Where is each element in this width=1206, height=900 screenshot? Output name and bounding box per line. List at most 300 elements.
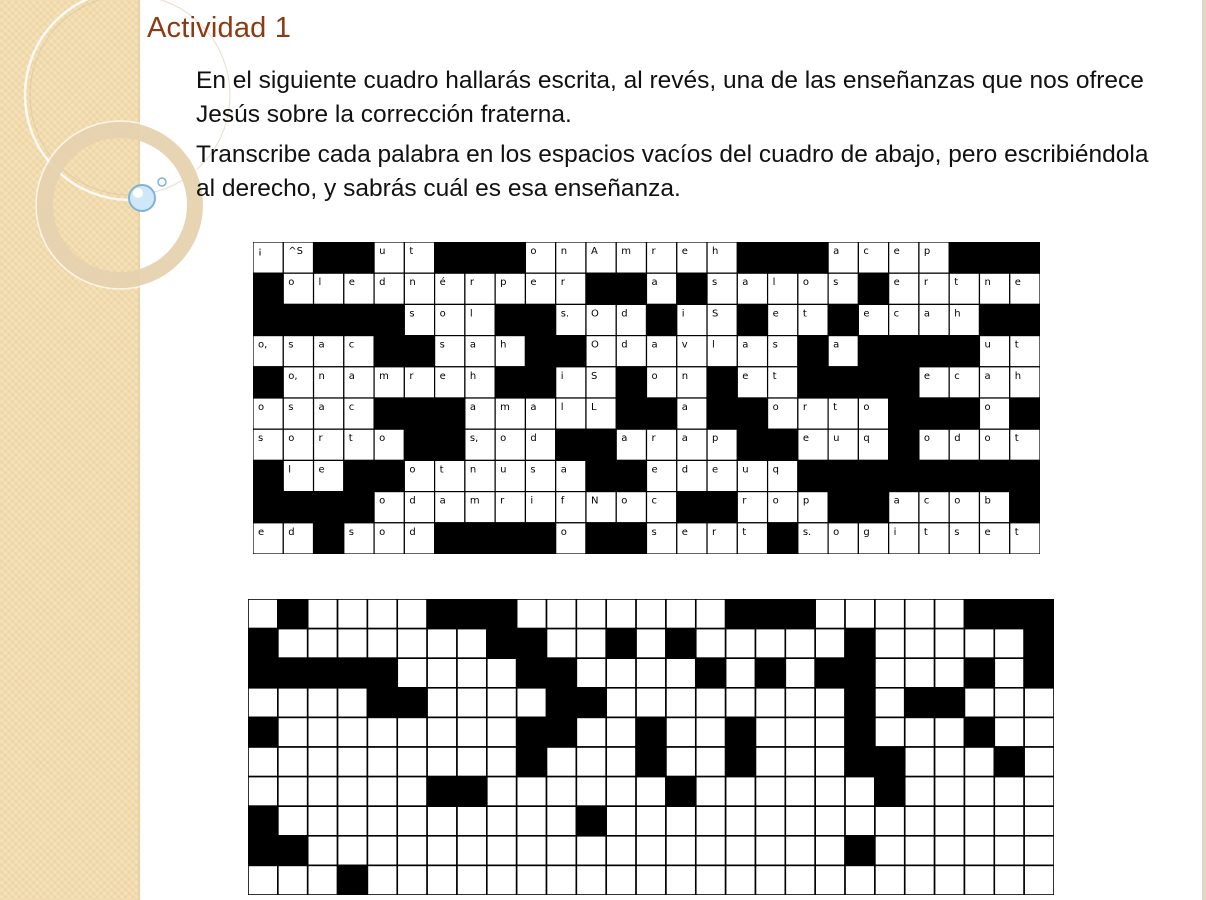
answer-blank-cell[interactable]	[935, 599, 965, 629]
answer-blank-cell[interactable]	[1024, 688, 1054, 718]
answer-blank-cell[interactable]	[755, 688, 785, 718]
answer-blank-cell[interactable]	[338, 717, 368, 747]
answer-blank-cell[interactable]	[935, 717, 965, 747]
answer-blank-cell[interactable]	[905, 836, 935, 866]
answer-blank-cell[interactable]	[905, 806, 935, 836]
puzzle-letter: a	[318, 339, 325, 351]
answer-blank-cell[interactable]	[397, 747, 427, 777]
answer-blank-cell[interactable]	[875, 658, 905, 688]
answer-blank-cell[interactable]	[845, 777, 875, 807]
answer-blank-cell[interactable]	[666, 717, 696, 747]
puzzle-letter: d	[288, 526, 295, 538]
answer-blank-cell[interactable]	[547, 836, 577, 866]
answer-blank-cell[interactable]	[666, 836, 696, 866]
answer-blank-cell[interactable]	[367, 777, 397, 807]
answer-blank-cell[interactable]	[636, 658, 666, 688]
answer-blank-cell[interactable]	[964, 747, 994, 777]
answer-blank-cell[interactable]	[905, 865, 935, 895]
answer-grid	[248, 599, 1054, 895]
answer-blank-cell[interactable]	[457, 688, 487, 718]
puzzle-letter: o	[409, 464, 416, 476]
answer-blank-cell[interactable]	[696, 599, 726, 629]
answer-blank-cell[interactable]	[517, 688, 547, 718]
answer-black-cell	[606, 629, 636, 659]
puzzle-black-cell	[616, 460, 646, 491]
puzzle-letter: u	[500, 464, 507, 476]
puzzle-letter: t	[1014, 339, 1019, 351]
answer-blank-cell[interactable]	[367, 747, 397, 777]
answer-blank-cell[interactable]	[1024, 717, 1054, 747]
answer-blank-cell[interactable]	[755, 865, 785, 895]
answer-black-cell	[487, 629, 517, 659]
puzzle-letter: a	[742, 277, 749, 289]
answer-blank-cell[interactable]	[278, 629, 308, 659]
puzzle-letter: v	[681, 339, 688, 351]
puzzle-black-cell	[495, 523, 525, 554]
answer-blank-cell[interactable]	[875, 717, 905, 747]
answer-blank-cell[interactable]	[606, 777, 636, 807]
answer-blank-cell[interactable]	[278, 777, 308, 807]
answer-blank-cell[interactable]	[308, 865, 338, 895]
answer-blank-cell[interactable]	[964, 865, 994, 895]
answer-blank-cell[interactable]	[994, 629, 1024, 659]
answer-blank-cell[interactable]	[457, 629, 487, 659]
answer-blank-cell[interactable]	[726, 865, 756, 895]
answer-blank-cell[interactable]	[427, 717, 457, 747]
puzzle-letter: u	[379, 246, 386, 257]
answer-black-cell	[696, 658, 726, 688]
answer-blank-cell[interactable]	[636, 688, 666, 718]
puzzle-letter: o	[288, 277, 295, 289]
puzzle-letter: t	[348, 433, 353, 445]
answer-blank-cell[interactable]	[487, 658, 517, 688]
answer-blank-cell[interactable]	[785, 777, 815, 807]
answer-blank-cell[interactable]	[815, 836, 845, 866]
answer-blank-cell[interactable]	[785, 865, 815, 895]
answer-blank-cell[interactable]	[994, 717, 1024, 747]
answer-blank-cell[interactable]	[905, 717, 935, 747]
answer-blank-cell[interactable]	[666, 658, 696, 688]
answer-blank-cell[interactable]	[696, 717, 726, 747]
answer-blank-cell[interactable]	[1024, 777, 1054, 807]
answer-blank-cell[interactable]	[815, 717, 845, 747]
puzzle-black-cell	[374, 304, 404, 335]
puzzle-black-cell	[525, 304, 555, 335]
answer-blank-cell[interactable]	[696, 836, 726, 866]
answer-blank-cell[interactable]	[576, 658, 606, 688]
puzzle-black-cell	[1010, 460, 1040, 491]
puzzle-letter: u	[984, 339, 991, 351]
answer-blank-cell[interactable]	[338, 688, 368, 718]
answer-blank-cell[interactable]	[666, 688, 696, 718]
answer-blank-cell[interactable]	[666, 599, 696, 629]
answer-blank-cell[interactable]	[935, 629, 965, 659]
answer-blank-cell[interactable]	[487, 836, 517, 866]
answer-blank-cell[interactable]	[487, 688, 517, 718]
answer-blank-cell[interactable]	[576, 836, 606, 866]
slide-title: Actividad 1	[147, 12, 292, 44]
answer-blank-cell[interactable]	[636, 777, 666, 807]
answer-blank-cell[interactable]	[397, 806, 427, 836]
puzzle-black-cell	[1010, 398, 1040, 429]
answer-blank-cell[interactable]	[606, 747, 636, 777]
answer-blank-cell[interactable]	[278, 865, 308, 895]
answer-blank-cell[interactable]	[726, 806, 756, 836]
answer-blank-cell[interactable]	[935, 865, 965, 895]
answer-blank-cell[interactable]	[457, 806, 487, 836]
answer-blank-cell[interactable]	[1024, 747, 1054, 777]
answer-blank-cell[interactable]	[397, 865, 427, 895]
answer-blank-cell[interactable]	[308, 806, 338, 836]
puzzle-black-cell	[556, 429, 586, 460]
answer-blank-cell[interactable]	[875, 688, 905, 718]
puzzle-letter: r	[318, 433, 323, 445]
answer-blank-cell[interactable]	[487, 806, 517, 836]
puzzle-letter: o	[954, 495, 961, 507]
puzzle-letter: O	[590, 308, 599, 320]
answer-blank-cell[interactable]	[308, 777, 338, 807]
answer-blank-cell[interactable]	[308, 747, 338, 777]
answer-black-cell	[308, 658, 338, 688]
answer-black-cell	[845, 836, 875, 866]
answer-blank-cell[interactable]	[815, 688, 845, 718]
answer-blank-cell[interactable]	[308, 836, 338, 866]
answer-blank-cell[interactable]	[278, 747, 308, 777]
answer-blank-cell[interactable]	[755, 777, 785, 807]
answer-blank-cell[interactable]	[278, 717, 308, 747]
answer-black-cell	[248, 629, 278, 659]
answer-blank-cell[interactable]	[1024, 836, 1054, 866]
puzzle-letter: n	[469, 464, 477, 476]
puzzle-black-cell	[616, 273, 646, 304]
answer-blank-cell[interactable]	[755, 806, 785, 836]
puzzle-letter: s.	[560, 308, 570, 320]
answer-blank-cell[interactable]	[248, 777, 278, 807]
puzzle-black-cell	[495, 304, 525, 335]
puzzle-letter: m	[379, 370, 389, 382]
answer-blank-cell[interactable]	[606, 865, 636, 895]
answer-blank-cell[interactable]	[338, 777, 368, 807]
puzzle-letter: n	[984, 277, 991, 289]
puzzle-black-cell	[919, 460, 949, 491]
answer-blank-cell[interactable]	[278, 806, 308, 836]
answer-blank-cell[interactable]	[367, 629, 397, 659]
puzzle-black-cell	[495, 242, 525, 273]
answer-blank-cell[interactable]	[248, 747, 278, 777]
answer-blank-cell[interactable]	[576, 747, 606, 777]
answer-blank-cell[interactable]	[815, 806, 845, 836]
answer-blank-cell[interactable]	[397, 777, 427, 807]
answer-blank-cell[interactable]	[278, 688, 308, 718]
answer-blank-cell[interactable]	[935, 777, 965, 807]
answer-blank-cell[interactable]	[487, 865, 517, 895]
answer-blank-cell[interactable]	[338, 806, 368, 836]
answer-blank-cell[interactable]	[636, 865, 666, 895]
answer-blank-cell[interactable]	[785, 688, 815, 718]
answer-blank-cell[interactable]	[755, 836, 785, 866]
puzzle-black-cell	[979, 304, 1009, 335]
answer-blank-cell[interactable]	[576, 865, 606, 895]
answer-blank-cell[interactable]	[875, 629, 905, 659]
puzzle-letter: a	[651, 277, 658, 289]
answer-blank-cell[interactable]	[427, 865, 457, 895]
answer-blank-cell[interactable]	[905, 599, 935, 629]
answer-blank-cell[interactable]	[606, 836, 636, 866]
answer-black-cell	[547, 658, 577, 688]
answer-blank-cell[interactable]	[427, 806, 457, 836]
answer-blank-cell[interactable]	[517, 777, 547, 807]
answer-blank-cell[interactable]	[905, 777, 935, 807]
answer-blank-cell[interactable]	[905, 658, 935, 688]
answer-blank-cell[interactable]	[427, 658, 457, 688]
answer-blank-cell[interactable]	[308, 717, 338, 747]
answer-blank-cell[interactable]	[785, 658, 815, 688]
answer-blank-cell[interactable]	[397, 836, 427, 866]
answer-blank-cell[interactable]	[367, 599, 397, 629]
sidebar-decoration	[0, 0, 140, 900]
answer-blank-cell[interactable]	[487, 777, 517, 807]
answer-blank-cell[interactable]	[845, 599, 875, 629]
answer-blank-cell[interactable]	[248, 865, 278, 895]
puzzle-black-cell	[677, 273, 707, 304]
answer-blank-cell[interactable]	[576, 777, 606, 807]
answer-blank-cell[interactable]	[457, 865, 487, 895]
answer-blank-cell[interactable]	[427, 836, 457, 866]
answer-blank-cell[interactable]	[785, 717, 815, 747]
answer-blank-cell[interactable]	[815, 629, 845, 659]
puzzle-black-cell	[525, 367, 555, 398]
answer-blank-cell[interactable]	[397, 629, 427, 659]
puzzle-letter: t	[772, 370, 777, 382]
answer-blank-cell[interactable]	[517, 836, 547, 866]
answer-blank-cell[interactable]	[547, 806, 577, 836]
answer-blank-cell[interactable]	[1024, 806, 1054, 836]
answer-blank-cell[interactable]	[755, 717, 785, 747]
answer-blank-cell[interactable]	[964, 777, 994, 807]
puzzle-letter: s	[651, 526, 657, 538]
answer-blank-cell[interactable]	[875, 865, 905, 895]
puzzle-letter: r	[469, 277, 475, 289]
puzzle-letter: e	[802, 433, 810, 445]
answer-black-cell	[547, 688, 577, 718]
answer-blank-cell[interactable]	[726, 688, 756, 718]
answer-blank-cell[interactable]	[487, 717, 517, 747]
answer-blank-cell[interactable]	[785, 806, 815, 836]
answer-blank-cell[interactable]	[845, 806, 875, 836]
instruction-paragraph: En el siguiente cuadro hallarás escrita, al revés, una de las enseñanzas que nos ofrece Jesús sobre la corrección fraterna.	[196, 67, 1144, 128]
puzzle-black-cell	[768, 523, 798, 554]
puzzle-letter: t	[1014, 526, 1019, 538]
answer-blank-cell[interactable]	[726, 658, 756, 688]
answer-blank-cell[interactable]	[576, 717, 606, 747]
puzzle-black-cell	[374, 460, 404, 491]
answer-blank-cell[interactable]	[308, 688, 338, 718]
answer-blank-cell[interactable]	[397, 599, 427, 629]
puzzle-letter: r	[560, 277, 565, 289]
answer-black-cell	[278, 599, 308, 629]
answer-blank-cell[interactable]	[606, 599, 636, 629]
puzzle-letter: o	[984, 402, 991, 413]
puzzle-letter: u	[833, 433, 840, 445]
answer-blank-cell[interactable]	[666, 865, 696, 895]
answer-blank-cell[interactable]	[427, 747, 457, 777]
answer-blank-cell[interactable]	[994, 836, 1024, 866]
answer-blank-cell[interactable]	[606, 658, 636, 688]
puzzle-black-cell	[586, 460, 616, 491]
answer-blank-cell[interactable]	[457, 747, 487, 777]
answer-blank-cell[interactable]	[517, 865, 547, 895]
answer-blank-cell[interactable]	[338, 629, 368, 659]
answer-blank-cell[interactable]	[815, 747, 845, 777]
answer-blank-cell[interactable]	[636, 836, 666, 866]
answer-blank-cell[interactable]	[785, 629, 815, 659]
answer-blank-cell[interactable]	[547, 865, 577, 895]
answer-blank-cell[interactable]	[636, 629, 666, 659]
answer-blank-cell[interactable]	[606, 688, 636, 718]
puzzle-letter: l	[772, 277, 776, 289]
answer-blank-cell[interactable]	[785, 747, 815, 777]
answer-blank-cell[interactable]	[726, 777, 756, 807]
answer-blank-cell[interactable]	[636, 806, 666, 836]
answer-blank-cell[interactable]	[606, 717, 636, 747]
answer-blank-cell[interactable]	[1024, 865, 1054, 895]
puzzle-black-cell	[737, 304, 767, 335]
answer-black-cell	[457, 777, 487, 807]
puzzle-black-cell	[253, 492, 283, 523]
puzzle-black-cell	[374, 398, 404, 429]
answer-blank-cell[interactable]	[427, 629, 457, 659]
answer-blank-cell[interactable]	[427, 688, 457, 718]
puzzle-black-cell	[919, 398, 949, 429]
answer-blank-cell[interactable]	[636, 599, 666, 629]
puzzle-black-cell	[465, 242, 495, 273]
answer-blank-cell[interactable]	[994, 777, 1024, 807]
puzzle-black-cell	[525, 523, 555, 554]
answer-blank-cell[interactable]	[935, 806, 965, 836]
answer-blank-cell[interactable]	[338, 599, 368, 629]
answer-blank-cell[interactable]	[994, 806, 1024, 836]
answer-blank-cell[interactable]	[547, 629, 577, 659]
answer-blank-cell[interactable]	[576, 629, 606, 659]
answer-blank-cell[interactable]	[994, 658, 1024, 688]
puzzle-black-cell	[737, 429, 767, 460]
answer-blank-cell[interactable]	[576, 599, 606, 629]
answer-blank-cell[interactable]	[696, 747, 726, 777]
puzzle-black-cell	[1010, 242, 1040, 273]
answer-blank-cell[interactable]	[785, 836, 815, 866]
answer-blank-cell[interactable]	[964, 688, 994, 718]
answer-blank-cell[interactable]	[696, 688, 726, 718]
answer-blank-cell[interactable]	[547, 747, 577, 777]
answer-blank-cell[interactable]	[875, 806, 905, 836]
answer-blank-cell[interactable]	[248, 688, 278, 718]
answer-blank-cell[interactable]	[696, 777, 726, 807]
answer-blank-cell[interactable]	[666, 747, 696, 777]
answer-black-cell	[517, 717, 547, 747]
answer-black-cell	[1024, 658, 1054, 688]
answer-blank-cell[interactable]	[397, 717, 427, 747]
answer-blank-cell[interactable]	[875, 836, 905, 866]
answer-blank-cell[interactable]	[367, 806, 397, 836]
answer-blank-cell[interactable]	[935, 836, 965, 866]
answer-blank-cell[interactable]	[248, 599, 278, 629]
answer-blank-cell[interactable]	[487, 747, 517, 777]
puzzle-letter: r	[500, 495, 505, 507]
answer-blank-cell[interactable]	[367, 717, 397, 747]
answer-blank-cell[interactable]	[308, 629, 338, 659]
answer-blank-cell[interactable]	[905, 629, 935, 659]
puzzle-letter: t	[1014, 433, 1019, 445]
puzzle-black-cell	[586, 429, 616, 460]
answer-blank-cell[interactable]	[547, 599, 577, 629]
answer-blank-cell[interactable]	[338, 836, 368, 866]
answer-blank-cell[interactable]	[606, 806, 636, 836]
answer-blank-cell[interactable]	[994, 865, 1024, 895]
answer-blank-cell[interactable]	[815, 599, 845, 629]
answer-blank-cell[interactable]	[964, 836, 994, 866]
answer-blank-cell[interactable]	[696, 629, 726, 659]
answer-blank-cell[interactable]	[935, 747, 965, 777]
answer-blank-cell[interactable]	[696, 806, 726, 836]
answer-blank-cell[interactable]	[457, 717, 487, 747]
puzzle-letter: s.	[802, 526, 812, 538]
answer-blank-cell[interactable]	[367, 836, 397, 866]
puzzle-black-cell	[798, 336, 828, 367]
answer-blank-cell[interactable]	[517, 806, 547, 836]
answer-blank-cell[interactable]	[726, 836, 756, 866]
answer-blank-cell[interactable]	[666, 806, 696, 836]
answer-blank-cell[interactable]	[517, 599, 547, 629]
puzzle-letter: s	[409, 308, 415, 320]
puzzle-letter: a	[681, 402, 688, 413]
puzzle-letter: é	[439, 277, 446, 289]
answer-blank-cell[interactable]	[726, 629, 756, 659]
puzzle-letter: m	[469, 495, 480, 507]
answer-blank-cell[interactable]	[457, 658, 487, 688]
puzzle-letter: o	[530, 246, 537, 257]
answer-blank-cell[interactable]	[308, 599, 338, 629]
answer-blank-cell[interactable]	[755, 747, 785, 777]
puzzle-black-cell	[798, 242, 828, 273]
answer-blank-cell[interactable]	[696, 865, 726, 895]
puzzle-letter: e	[1014, 277, 1021, 289]
answer-blank-cell[interactable]	[994, 688, 1024, 718]
answer-blank-cell[interactable]	[905, 747, 935, 777]
puzzle-letter: l	[560, 402, 564, 413]
answer-blank-cell[interactable]	[935, 658, 965, 688]
answer-blank-cell[interactable]	[547, 777, 577, 807]
puzzle-letter: p	[500, 277, 507, 289]
answer-blank-cell[interactable]	[338, 747, 368, 777]
puzzle-black-cell	[828, 460, 858, 491]
answer-blank-cell[interactable]	[457, 836, 487, 866]
answer-blank-cell[interactable]	[964, 806, 994, 836]
puzzle-letter: i	[560, 370, 564, 382]
answer-blank-cell[interactable]	[964, 629, 994, 659]
answer-blank-cell[interactable]	[815, 865, 845, 895]
puzzle-black-cell	[314, 523, 344, 554]
answer-blank-cell[interactable]	[367, 865, 397, 895]
answer-blank-cell[interactable]	[755, 629, 785, 659]
puzzle-letter: e	[681, 246, 688, 257]
answer-blank-cell[interactable]	[875, 599, 905, 629]
answer-blank-cell[interactable]	[815, 777, 845, 807]
answer-blank-cell[interactable]	[397, 658, 427, 688]
puzzle-letter: t	[742, 526, 747, 538]
puzzle-letter: h	[712, 246, 719, 257]
answer-blank-cell[interactable]	[845, 865, 875, 895]
puzzle-black-cell	[404, 429, 434, 460]
